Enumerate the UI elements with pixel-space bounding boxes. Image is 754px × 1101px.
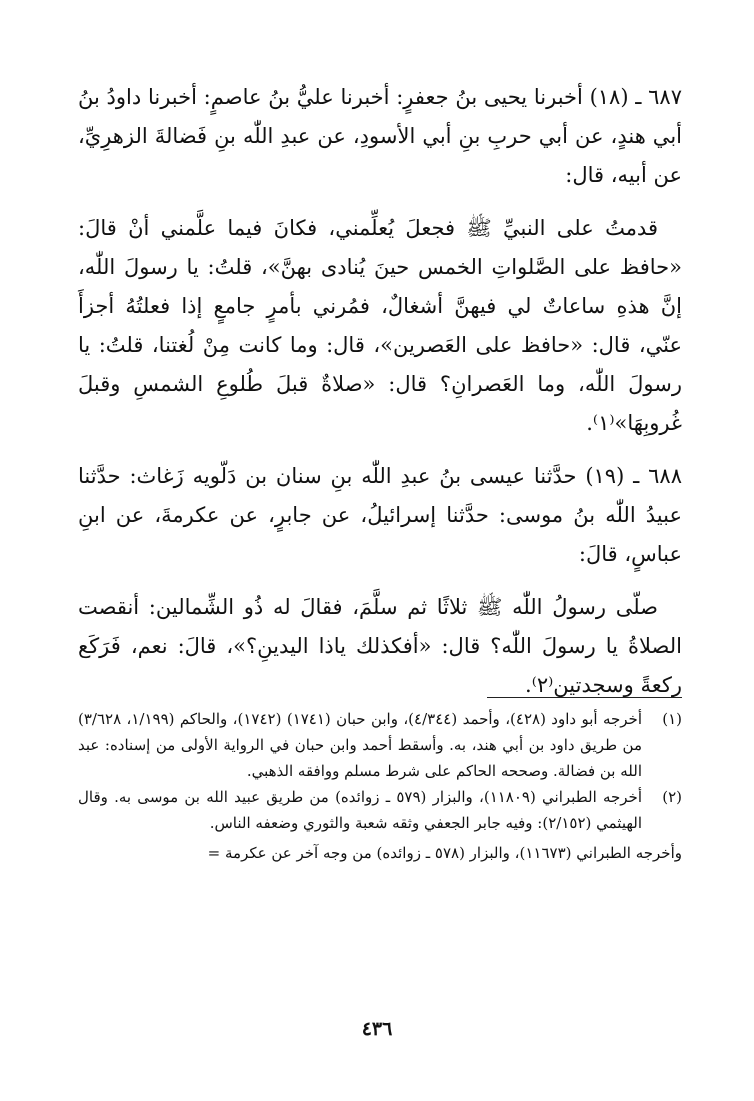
footnote-number: (١) [662,710,682,728]
footnote-2 [78,784,682,836]
hadith-687-matn: قدمتُ على النبيِّ ﷺ فجعلَ يُعلِّمني، فكانَ فيما علَّمني أنْ قالَ: «حافظ على الصَّلواتِ الخمس حينَ يُنادى بهنَّ»، قلتُ: يا رسولَ اللّٰه، إنَّ هذهِ ساعاتٌ لي فيهنَّ أشغالٌ، فمُرني بأمرٍ جامعٍ إذا فعلتُهُ أجزأَ عنّي، قال: «حافظ على العَصرين»، قال: وما كانت مِنْ لُغتنا، قلتُ: يا رسولَ اللّٰه، وما العَصرانِ؟ قال: «صلاةٌ قبلَ طُلوعِ الشمسِ وقبلَ غُروبِهَا»⁽١⁾. [78,216,682,435]
footnote-text: أخرجه الطبراني (١١٨٠٩)، والبزار (٥٧٩ ـ زوائده) من طريق عبيد الله بن موسى به. وقال الهيثمي (٢/١٥٢): وفيه جابر الجعفي وثقه شعبة والثوري وضعفه الناس. [78,788,643,832]
hadith-687-isnad: ٦٨٧ ـ (١٨) أخبرنا يحيى بنُ جعفرٍ: أخبرنا عليُّ بنُ عاصمٍ: أخبرنا داودُ بنُ أبي هندٍ، عن أبي حربِ بنِ أبي الأسودِ، عن عبدِ اللّٰه بنِ فَضالةَ الزهرِيِّ، عن أبيه، قال: [78,85,682,187]
page-number: ٤٣٦ [361,1018,393,1040]
footnote-divider [487,697,682,698]
footnotes [78,706,682,866]
hadith-688-matn: صلّى رسولُ اللّٰه ﷺ ثلاثًا ثم سلَّمَ، فقالَ له ذُو الشِّمالين: أنقصت الصلاةُ يا رسولَ اللّٰه؟ قال: «أفكذلك ياذا اليدينِ؟»، قالَ: نعم، فَرَكَع ركعةً وسجدتين⁽٢⁾. [78,595,682,697]
hadith-688-isnad: ٦٨٨ ـ (١٩) حدَّثنا عيسى بنُ عبدِ اللّٰه بنِ سنان بن دَلّويه زَغاث: حدَّثنا عبيدُ اللّٰه بنُ موسى: حدَّثنا إسرائيلُ، عن جابرٍ، عن عكرمةَ، عن ابنِ عباسٍ، قالَ: [78,464,682,566]
footnote-continuation: وأخرجه الطبراني (١١٦٧٣)، والبزار (٥٧٨ ـ زوائده) من وجه آخر عن عكرمة = [207,844,682,862]
footnote-text: أخرجه أبو داود (٤٢٨)، وأحمد (٤/٣٤٤)، وابن حبان (١٧٤١) (١٧٤٢)، والحاكم (١/١٩٩، ٣/٦٢٨) من طريق داود بن أبي هند، به. وأسقط أحمد وابن حبان في الرواية الأولى من إسناده: عبد الله بن فضالة. وصححه الحاكم على شرط مسلم ووافقه الذهبي. [78,710,642,780]
footnote-number: (٢) [662,788,682,806]
footnote-1 [78,706,682,784]
main-text [78,78,682,705]
